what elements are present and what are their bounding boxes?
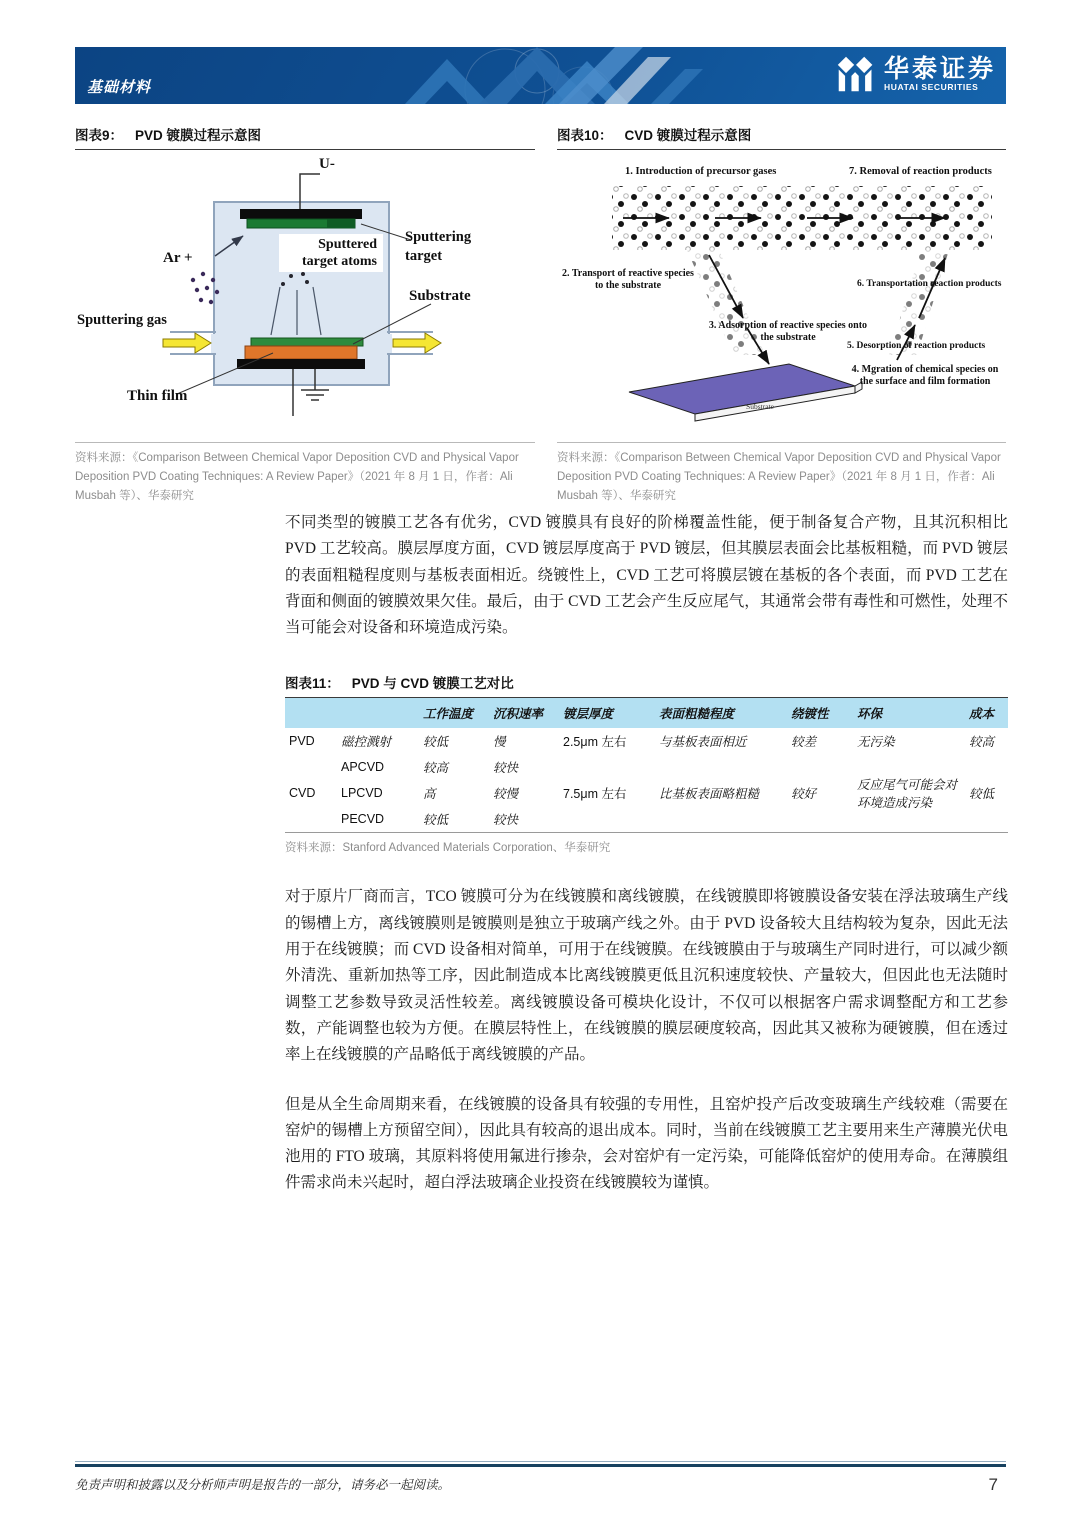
substrate-layer [251, 338, 363, 346]
header-blank-2 [337, 698, 419, 728]
sputtering-gas-label: Sputtering gas [77, 312, 167, 328]
cell-cvd-env: 反应尾气可能会对环境造成污染 [857, 778, 958, 811]
table-row [285, 754, 1008, 780]
cell-cvd-roughness: 比基板表面略粗糙 [659, 787, 760, 802]
header-blank-1 [285, 698, 337, 728]
cell-lpcvd-temp: 高 [423, 787, 436, 802]
cell-pecvd-temp: 较低 [423, 813, 449, 828]
figure-11-label: 图表11： [285, 676, 340, 692]
figure-10-title [557, 124, 1006, 150]
pvd-diagram [75, 152, 535, 438]
brand-name-en: HUATAI SECURITIES [883, 82, 979, 92]
substrate-label: Substrate [409, 288, 471, 304]
cell-pecvd-method: PECVD [341, 812, 385, 827]
cvd-step7-label: 7. Removal of reaction products [849, 166, 992, 177]
brand-name-cn: 华泰证券 [883, 55, 996, 83]
footer-disclaimer: 免责声明和披露以及分析师声明是报告的一部分，请务必一起阅读。 [75, 1478, 451, 1492]
cell-cvd-coverage: 较好 [791, 787, 817, 802]
cell-pvd-roughness: 与基板表面相近 [659, 735, 747, 750]
page-number: 7 [988, 1475, 998, 1494]
header-coverage: 绕镀性 [787, 698, 853, 728]
cvd-step6-label: 6. Transportation reaction products [857, 279, 1002, 289]
gas-outlet-arrow [393, 333, 441, 353]
page-footer [75, 1461, 1006, 1495]
brand-text [884, 56, 996, 92]
cell-pvd-thickness: 2.5μm 左右 [563, 735, 627, 750]
cell-pvd-temp: 较低 [423, 735, 449, 750]
header-thickness: 镀层厚度 [559, 698, 655, 728]
cvd-substrate-label: Substrate [746, 402, 774, 411]
footer-rule-thin [75, 1461, 1006, 1462]
cell-cvd-group: CVD [289, 786, 316, 801]
body-content [285, 510, 1008, 1197]
argon-ion-label: Ar + [163, 250, 193, 266]
footer-rule-thick [75, 1464, 1006, 1468]
figure-11-title [285, 672, 1008, 698]
figure-9-label: 图表9： [75, 128, 124, 143]
figures-row [75, 124, 1006, 506]
header-banner [75, 47, 1006, 104]
figure-9-title-text: PVD 镀膜过程示意图 [135, 128, 262, 143]
figure-10-title-text: CVD 镀膜过程示意图 [624, 128, 752, 143]
header-rate: 沉积速率 [489, 698, 559, 728]
cathode-bar [240, 209, 362, 219]
header-temp: 工作温度 [419, 698, 489, 728]
figure-11-source: 资料来源：Stanford Advanced Materials Corporation、华泰研究 [285, 842, 611, 855]
cell-pvd-group: PVD [289, 734, 315, 749]
cell-lpcvd-method: LPCVD [341, 786, 383, 801]
cvd-step2-label: 2. Transport of reactive species to the substrate [562, 268, 694, 291]
figure-10-source: 资料来源：《Comparison Between Chemical Vapor Deposition CVD and Physical Vapor Deposition PVD Coating Techniques: A Review Paper》（2021 年 8 月 1 日，作者：Ali Musbah 等）、华泰研究 [557, 442, 1006, 506]
cvd-step4-label: 4. Mgration of chemical species on the surface and film formation [851, 364, 999, 387]
u-electrode-label: U- [319, 156, 335, 172]
cell-apcvd-method: APCVD [341, 760, 385, 775]
cell-pvd-method: 磁控溅射 [341, 735, 392, 750]
cell-apcvd-rate: 较快 [493, 761, 519, 776]
brand-logo [836, 55, 996, 93]
paragraph-1: 不同类型的镀膜工艺各有优劣，CVD 镀膜具有良好的阶梯覆盖性能，便于制备复合产物，且其沉积相比 PVD 工艺较高。膜层厚度方面，CVD 镀层厚度高于 PVD 镀层，但其膜层表面会比基板粗糙，而 PVD 镀层的表面粗糙程度则与基板表面相近。绕镀性上，CVD 工艺可将膜层镀在基板的各个表面，而 PVD 工艺在背面和侧面的镀膜效果欠佳。最后，由于 CVD 工艺会产生反应尾气，其通常会带有毒性和可燃性，处理不当可能会对设备和环境造成污染。 [285, 514, 1008, 637]
cell-cvd-thickness: 7.5μm 左右 [563, 787, 627, 802]
cell-pvd-env: 无污染 [857, 735, 895, 750]
cell-pvd-rate: 慢 [493, 735, 506, 750]
sputtered-atoms-label: Sputtered target atoms [279, 234, 383, 272]
paragraph-2: 对于原片厂商而言，TCO 镀膜可分为在线镀膜和离线镀膜，在线镀膜即将镀膜设备安装在浮法玻璃生产线的锡槽上方，离线镀膜则是镀膜则是独立于玻璃产线之外。由于 PVD 设备较大且结构较为复杂，因此无法用于在线镀膜；而 CVD 设备相对简单，可用于在线镀膜。在线镀膜由于与玻璃生产同时进行，可以减少额外清洗、重新加热等工序，因此制造成本比离线镀膜更低且沉积速度较快、产量较大，但因此也无法随时调整工艺参数导致灵活性较差。离线镀膜设备可模块化设计，不仅可以根据客户需求调整配方和工艺参数，产能调整也较为方便。在膜层特性上，在线镀膜的膜层硬度较高，因此其又被称为硬镀膜，但在透过率上在线镀膜的产品略低于离线镀膜的产品。 [285, 888, 1008, 1064]
header-cost: 成本 [965, 698, 1008, 728]
cell-lpcvd-rate: 较慢 [493, 787, 519, 802]
cell-cvd-cost: 较低 [969, 787, 995, 802]
gas-inlet-arrow [163, 333, 211, 353]
report-category: 基础材料 [87, 80, 152, 96]
figure-10-label: 图表10： [557, 128, 613, 143]
figure-10 [557, 124, 1006, 506]
cvd-diagram-svg [557, 152, 1006, 438]
header-env: 环保 [853, 698, 965, 728]
thin-film-layer [245, 346, 357, 359]
cvd-step5-label: 5. Desorption of reaction products [847, 341, 986, 351]
pvd-cvd-comparison-table [285, 698, 1008, 833]
figure-11-table-block [285, 672, 1008, 855]
cvd-diagram [557, 152, 1006, 438]
cell-pvd-cost: 较高 [969, 735, 995, 750]
figure-9 [75, 124, 535, 506]
cell-pvd-coverage: 较差 [791, 735, 817, 750]
cvd-step1-label: 1. Introduction of precursor gases [625, 166, 777, 177]
header-roughness: 表面粗糙程度 [655, 698, 787, 728]
table-header-row [285, 698, 1008, 728]
figure-11-title-text: PVD 与 CVD 镀膜工艺对比 [351, 676, 514, 692]
ground-symbol-icon [301, 390, 329, 400]
thin-film-label: Thin film [127, 388, 188, 404]
table-row [285, 728, 1008, 754]
figure-9-source: 资料来源：《Comparison Between Chemical Vapor Deposition CVD and Physical Vapor Deposition PVD Coating Techniques: A Review Paper》（2021 年 8 月 1 日，作者：Ali Musbah 等）、华泰研究 [75, 442, 535, 506]
cell-apcvd-temp: 较高 [423, 761, 449, 776]
huatai-logo-icon [836, 55, 876, 93]
figure-9-title [75, 124, 535, 150]
sputtering-target-label: Sputtering target [405, 229, 472, 264]
cvd-step3-label: 3. Adsorption of reactive species onto the substrate [708, 320, 868, 343]
cell-pecvd-rate: 较快 [493, 813, 519, 828]
paragraph-3: 但是从全生命周期来看，在线镀膜的设备具有较强的专用性，且窑炉投产后改变玻璃生产线较难（需要在窑炉的锡槽上方预留空间），因此具有较高的退出成本。同时，当前在线镀膜工艺主要用来生产薄膜光伏电池用的 FTO 玻璃，其原料将使用氟进行掺杂，会对窑炉有一定污染，可能降低窑炉的使用寿命。在薄膜组件需求尚未兴起时，超白浮法玻璃企业投资在线镀膜较为谨慎。 [285, 1095, 1008, 1192]
